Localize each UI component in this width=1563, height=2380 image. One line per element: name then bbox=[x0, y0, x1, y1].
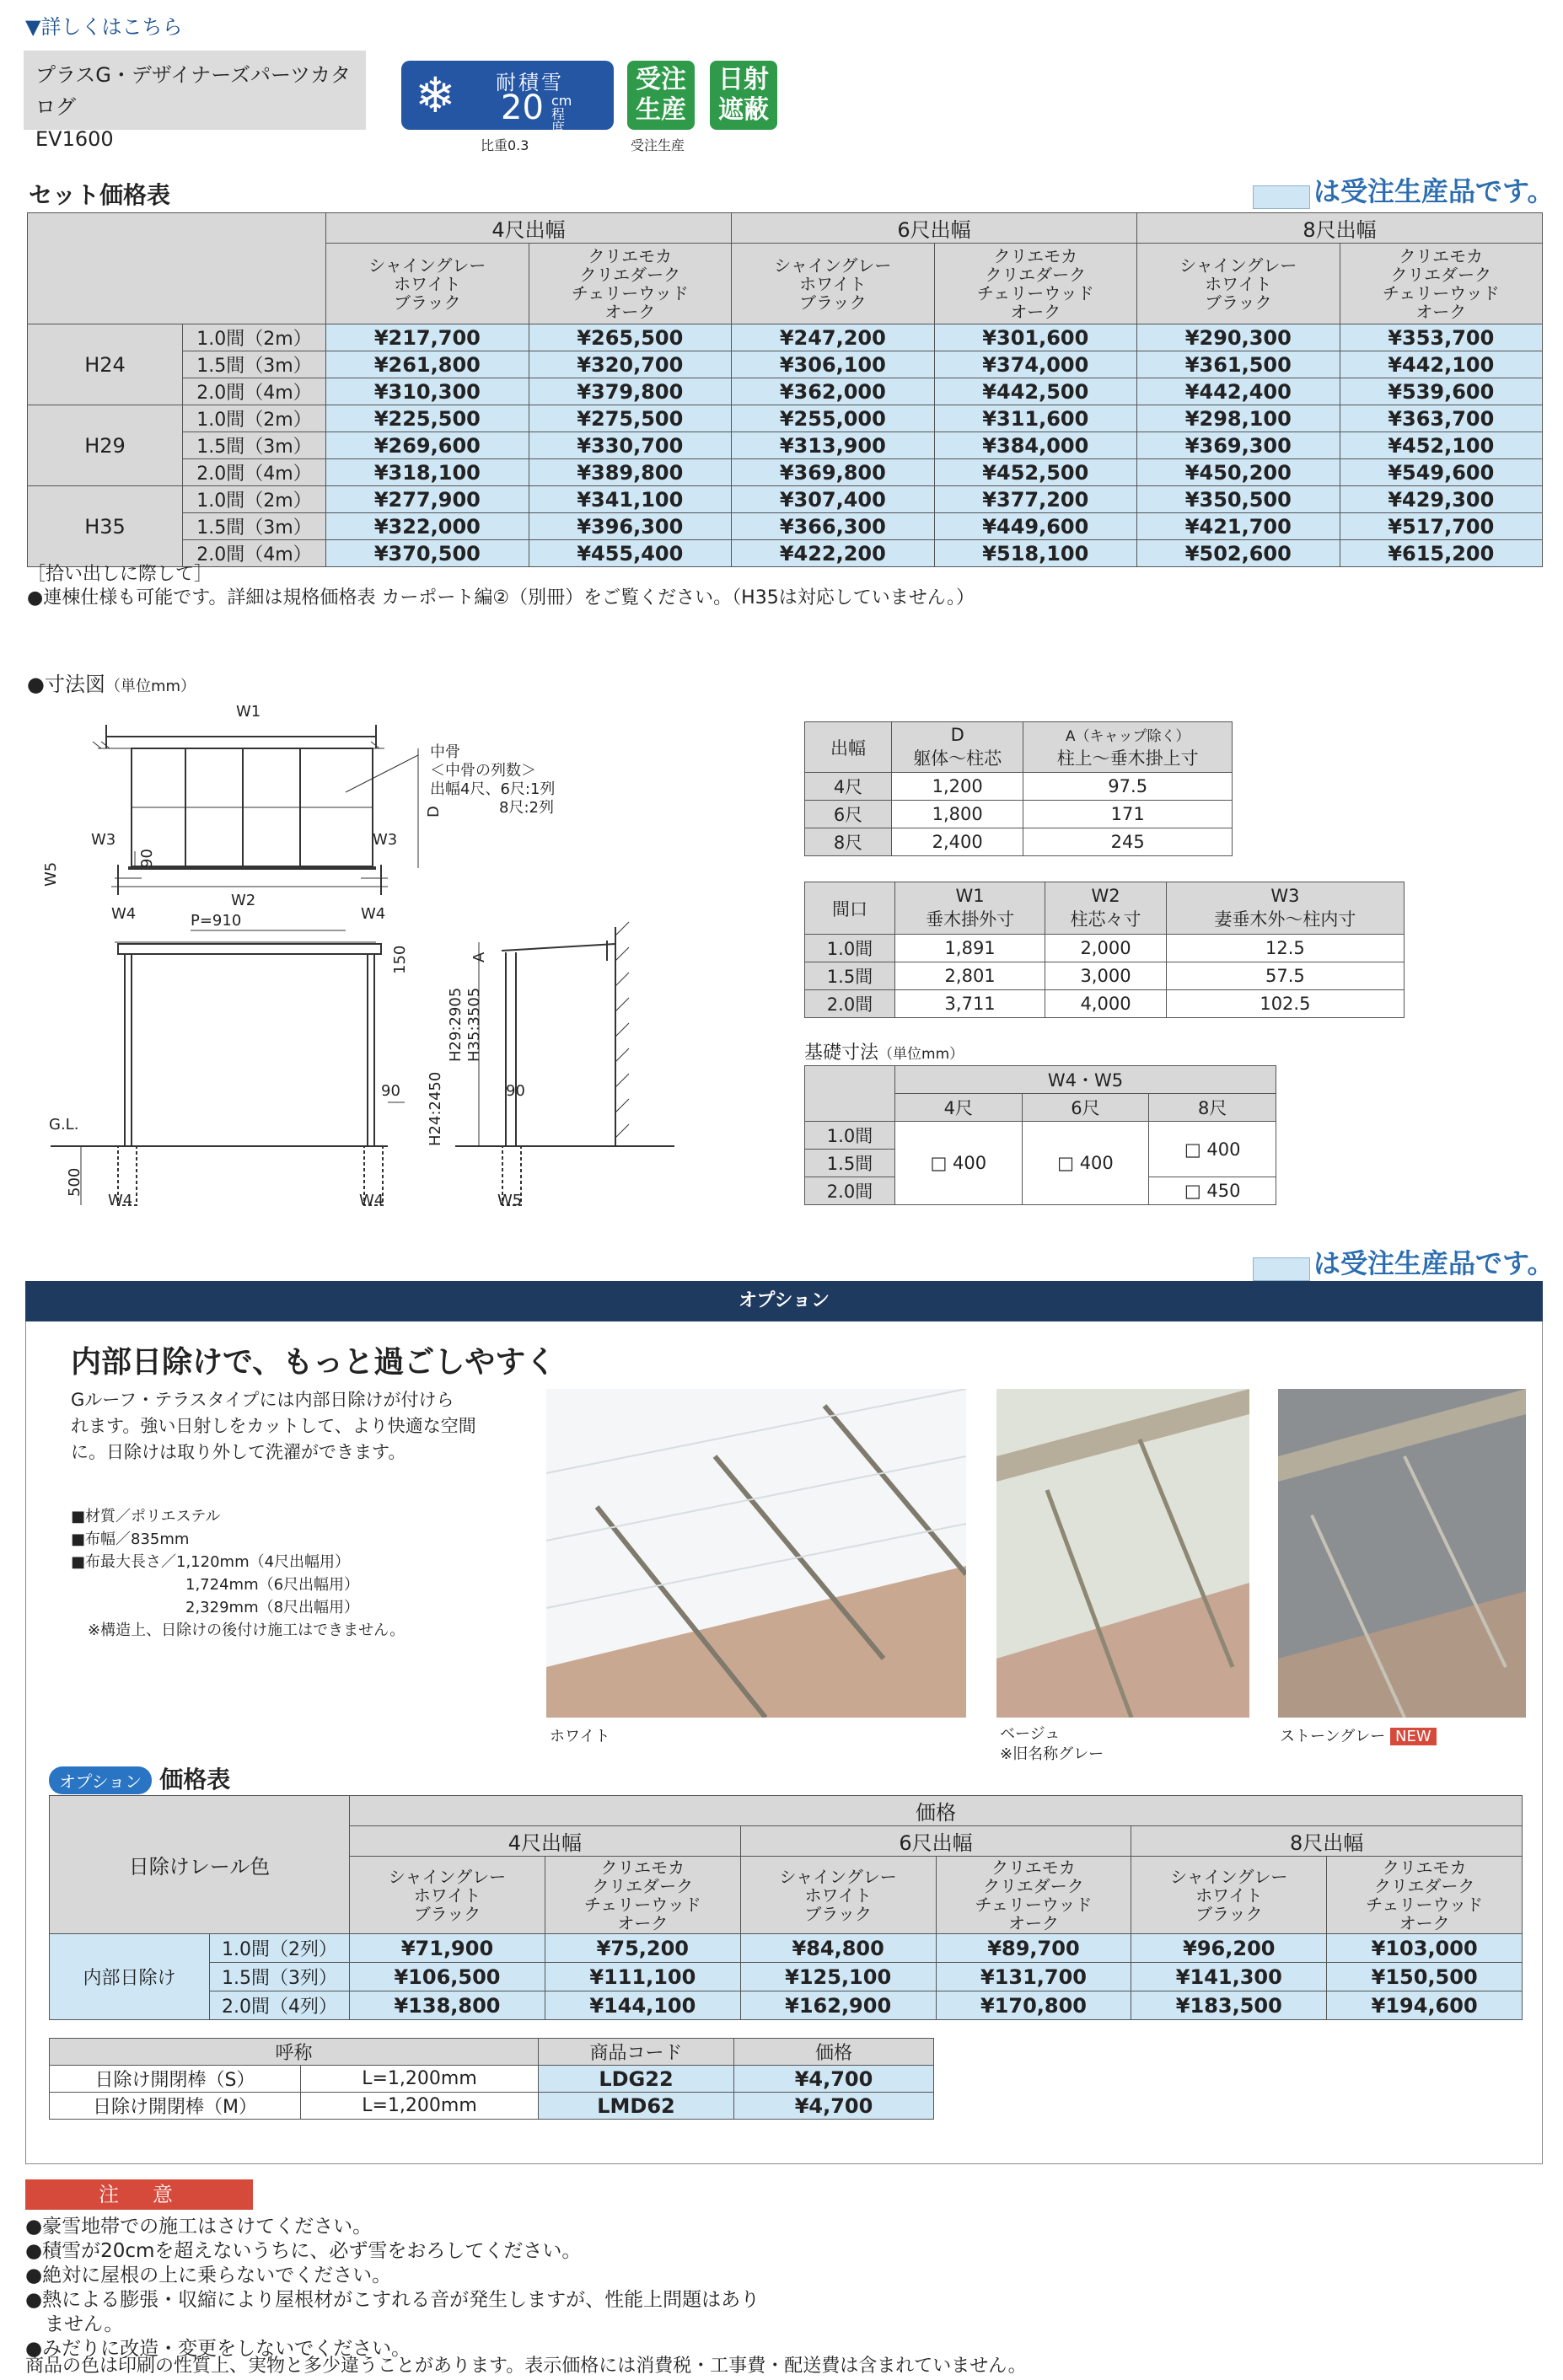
span-label: 2.0間（4m） bbox=[183, 459, 326, 486]
table-row bbox=[28, 405, 1543, 432]
price-cell: ¥141,300 bbox=[1131, 1963, 1327, 1991]
price-cell: ¥363,700 bbox=[1340, 405, 1542, 432]
price-head: 価格 bbox=[350, 1796, 1523, 1826]
wt-h4: W3 妻垂木外～柱内寸 bbox=[1166, 882, 1404, 935]
label-w1: W1 bbox=[236, 703, 261, 721]
dt-row-label: 8尺 bbox=[805, 828, 892, 856]
price-cell: ¥269,600 bbox=[326, 432, 529, 459]
option-price-table: 日除けレール色 価格 4尺出幅 6尺出幅 8尺出幅 シャイングレー ホワイト ブラック クリエモカ クリエダーク チェリーウッド オーク シャイングレー ホワイト ブラック クリエモカ クリエダーク チェリーウッド オーク シャイングレー ホワイト ブラック クリエモカ クリエダーク チェリーウッド オーク 内部日除け 1.0間（2列） ¥71,900 ¥75,200 ¥84,800 ¥89,700 ¥96,200 ¥103,000 1.5間（3列） ¥106,500 ¥111,100 ¥125,100 ¥131,700 ¥141,300 ¥150,500 2.0間（4列） ¥138,800 ¥144,100 ¥162,900 ¥170,800 ¥183,500 ¥194,600 bbox=[49, 1795, 1523, 2020]
table-row bbox=[28, 351, 1543, 378]
span-label: 1.5間（3m） bbox=[183, 513, 326, 540]
price-cell: ¥442,500 bbox=[934, 378, 1136, 405]
label-500: 500 bbox=[66, 1167, 83, 1197]
price-cell: ¥320,700 bbox=[529, 351, 731, 378]
new-badge: NEW bbox=[1390, 1728, 1437, 1745]
photo-caption-white: ホワイト bbox=[550, 1728, 610, 1745]
price-cell: ¥341,100 bbox=[529, 486, 731, 513]
photo-beige bbox=[996, 1389, 1249, 1718]
snow-unit: cm 程度 bbox=[551, 93, 572, 136]
price-cell: ¥111,100 bbox=[545, 1963, 741, 1991]
snow-load-badge bbox=[401, 61, 614, 136]
price-cell: ¥150,500 bbox=[1327, 1963, 1523, 1991]
color-header: クリエモカ クリエダーク チェリーウッド オーク bbox=[934, 244, 1136, 324]
price-cell: ¥615,200 bbox=[1340, 540, 1542, 567]
span-label: 2.0間（4列） bbox=[210, 1991, 350, 2020]
span-label: 1.0間（2m） bbox=[183, 486, 326, 513]
price-cell: ¥255,000 bbox=[731, 405, 934, 432]
price-cell: ¥194,600 bbox=[1327, 1991, 1523, 2020]
price-cell: ¥379,800 bbox=[529, 378, 731, 405]
caution-list: ●豪雪地帯での施工はさけてください。 ●積雪が20cmを超えないうちに、必ず雪をおろしてください。 ●絶対に屋根の上に乗らないでください。 ●熱による膨張・収縮により屋根材がこすれる音が発生しますが、性能上問題はあり ません。 ●みだりに改造・変更をしないでください。 bbox=[25, 2216, 760, 2360]
snow-label: 耐積雪 bbox=[496, 71, 564, 94]
width-8: 8尺出幅 bbox=[1136, 213, 1542, 244]
table-row bbox=[28, 513, 1543, 540]
price-cell: ¥396,300 bbox=[529, 513, 731, 540]
price-cell: ¥549,600 bbox=[1340, 459, 1542, 486]
price-cell: ¥89,700 bbox=[936, 1934, 1131, 1963]
color-header: クリエモカ クリエダーク チェリーウッド オーク bbox=[1327, 1857, 1523, 1934]
price-cell: ¥298,100 bbox=[1136, 405, 1340, 432]
option-bar: オプション bbox=[25, 1281, 1543, 1321]
snowflake-icon: ❄ bbox=[415, 67, 456, 124]
photo-caption-beige: ベージュ ※旧名称グレー bbox=[1000, 1725, 1104, 1763]
legend-swatch bbox=[1253, 1257, 1310, 1281]
price-cell: ¥313,900 bbox=[731, 432, 934, 459]
price-cell: ¥442,100 bbox=[1340, 351, 1542, 378]
label-gl: G.L. bbox=[49, 1116, 79, 1134]
label-mid1: 中骨 bbox=[430, 743, 460, 761]
option-specs: ■材質／ポリエステル ■布幅／835mm ■布最大長さ／1,120mm（4尺出幅用） 1,724mm（6尺出幅用） 2,329mm（8尺出幅用） ※構造上、日除けの後付け施工はできません。 bbox=[71, 1508, 406, 1639]
span-label: 1.0間（2m） bbox=[183, 405, 326, 432]
price-cell: ¥322,000 bbox=[326, 513, 529, 540]
color-header: シャイングレー ホワイト ブラック bbox=[1136, 244, 1340, 324]
label-d: D bbox=[425, 806, 443, 817]
option-tag: オプション bbox=[49, 1766, 152, 1794]
span-label: 1.5間（3m） bbox=[183, 432, 326, 459]
span-label: 1.0間（2m） bbox=[183, 324, 326, 351]
label-w4b: W4 bbox=[361, 905, 386, 923]
price-cell: ¥106,500 bbox=[350, 1963, 545, 1991]
dimension-title: ●寸法図（単位mm） bbox=[27, 673, 196, 696]
note-head: ［拾い出しに際して］ bbox=[27, 564, 213, 585]
wt-h1: 間口 bbox=[805, 882, 895, 935]
photo-white bbox=[546, 1389, 966, 1718]
price-cell: ¥518,100 bbox=[934, 540, 1136, 567]
label-w3a: W3 bbox=[91, 831, 116, 849]
price-cell: ¥449,600 bbox=[934, 513, 1136, 540]
label-90a: 90 bbox=[381, 1082, 400, 1100]
option-headline: 内部日除けで、もっと過ごしやすく bbox=[71, 1345, 556, 1380]
price-cell: ¥275,500 bbox=[529, 405, 731, 432]
price-cell: ¥442,400 bbox=[1136, 378, 1340, 405]
price-cell: ¥353,700 bbox=[1340, 324, 1542, 351]
table-row bbox=[28, 486, 1543, 513]
label-90b: 90 bbox=[506, 1082, 525, 1100]
label-w4c: W4 bbox=[108, 1192, 133, 1209]
price-cell: ¥301,600 bbox=[934, 324, 1136, 351]
price-cell: ¥125,100 bbox=[740, 1963, 936, 1991]
snow-note: 比重0.3 bbox=[481, 137, 529, 153]
label-h29: H29:2905 bbox=[447, 987, 465, 1062]
price-cell: ¥131,700 bbox=[936, 1963, 1131, 1991]
label-mid2: ＜中骨の列数＞ bbox=[430, 762, 536, 780]
height-label: H35 bbox=[28, 486, 183, 567]
price-cell: ¥377,200 bbox=[934, 486, 1136, 513]
table-row bbox=[50, 1991, 1523, 2020]
color-header: クリエモカ クリエダーク チェリーウッド オーク bbox=[545, 1857, 741, 1934]
photo-stonegray bbox=[1278, 1389, 1526, 1718]
color-header: クリエモカ クリエダーク チェリーウッド オーク bbox=[1340, 244, 1542, 324]
table-row: 日除け開閉棒（M） L=1,200mm LMD62 ¥4,700 bbox=[50, 2093, 934, 2120]
table-row bbox=[28, 540, 1543, 567]
price-cell: ¥247,200 bbox=[731, 324, 934, 351]
price-cell: ¥389,800 bbox=[529, 459, 731, 486]
color-header: シャイングレー ホワイト ブラック bbox=[740, 1857, 936, 1934]
label-w2: W2 bbox=[231, 892, 256, 909]
details-link[interactable]: ▼詳しくはこちら bbox=[25, 15, 183, 39]
photo-caption-stonegray: ストーングレー NEW bbox=[1280, 1724, 1437, 1746]
price-cell: ¥366,300 bbox=[731, 513, 934, 540]
catalog-name: プラスG・デザイナーズパーツカタログ bbox=[35, 63, 352, 119]
snow-value: 20 bbox=[501, 88, 544, 127]
footer-note: 商品の色は印刷の性質上、実物と多少違うことがあります。表示価格には消費税・工事費・配送費は含まれていません。 bbox=[25, 2356, 1027, 2377]
label-w5b: W5 bbox=[497, 1192, 523, 1209]
price-cell: ¥452,500 bbox=[934, 459, 1136, 486]
label-mid3: 出幅4尺、6尺:1列 bbox=[430, 780, 556, 798]
color-header: クリエモカ クリエダーク チェリーウッド オーク bbox=[529, 244, 731, 324]
span-label: 1.0間（2列） bbox=[210, 1934, 350, 1963]
table-row bbox=[28, 378, 1543, 405]
label-150: 150 bbox=[391, 945, 409, 974]
price-cell: ¥384,000 bbox=[934, 432, 1136, 459]
label-h24: H24:2450 bbox=[427, 1071, 444, 1146]
set-price-table bbox=[27, 212, 1543, 567]
price-cell: ¥306,100 bbox=[731, 351, 934, 378]
rail-label: 日除けレール色 bbox=[50, 1796, 350, 1934]
price-cell: ¥265,500 bbox=[529, 324, 731, 351]
color-header: クリエモカ クリエダーク チェリーウッド オーク bbox=[936, 1857, 1131, 1934]
price-cell: ¥217,700 bbox=[326, 324, 529, 351]
price-cell: ¥422,200 bbox=[731, 540, 934, 567]
width-4: 4尺出幅 bbox=[326, 213, 732, 244]
price-cell: ¥350,500 bbox=[1136, 486, 1340, 513]
price-cell: ¥330,700 bbox=[529, 432, 731, 459]
color-header: シャイングレー ホワイト ブラック bbox=[1131, 1857, 1327, 1934]
price-cell: ¥539,600 bbox=[1340, 378, 1542, 405]
table-row bbox=[50, 1934, 1523, 1963]
price-cell: ¥517,700 bbox=[1340, 513, 1542, 540]
price-cell: ¥311,600 bbox=[934, 405, 1136, 432]
label-a: A bbox=[470, 951, 488, 962]
price-cell: ¥138,800 bbox=[350, 1991, 545, 2020]
label-w5a: W5 bbox=[42, 861, 60, 887]
price-cell: ¥71,900 bbox=[350, 1934, 545, 1963]
label-h35: H35:3505 bbox=[465, 987, 483, 1062]
price-cell: ¥374,000 bbox=[934, 351, 1136, 378]
price-cell: ¥96,200 bbox=[1131, 1934, 1327, 1963]
price-cell: ¥450,200 bbox=[1136, 459, 1340, 486]
option-made-to-order-notice: は受注生産品です。 bbox=[1253, 1242, 1554, 1281]
dimension-drawing bbox=[34, 691, 691, 1214]
table-row bbox=[28, 459, 1543, 486]
set-price-title: セット価格表 bbox=[29, 181, 171, 209]
price-cell: ¥369,300 bbox=[1136, 432, 1340, 459]
foundation-title: 基礎寸法（単位mm） bbox=[804, 1043, 964, 1064]
price-cell: ¥502,600 bbox=[1136, 540, 1340, 567]
label-w3b: W3 bbox=[373, 831, 398, 849]
legend-swatch bbox=[1253, 185, 1310, 209]
foundation-table: W4・W5 4尺 6尺 8尺 1.0間 □ 400 □ 400 □ 400 1.5間 2.0間 □ 450 bbox=[804, 1065, 1276, 1205]
span-label: 1.5間（3列） bbox=[210, 1963, 350, 1991]
dt-row-label: 6尺 bbox=[805, 801, 892, 828]
order-badge: 受注 生産 bbox=[627, 61, 695, 130]
table-row bbox=[28, 324, 1543, 351]
price-cell: ¥421,700 bbox=[1136, 513, 1340, 540]
depth-table: 出幅 D 躯体～柱芯 A（キャップ除く） 柱上～垂木掛上寸 4尺 1,200 97.5 6尺 1,800 171 8尺 2,400 245 bbox=[804, 721, 1233, 856]
height-label: H29 bbox=[28, 405, 183, 486]
dt-h2: D 躯体～柱芯 bbox=[892, 722, 1023, 773]
wt-h3: W2 柱芯々寸 bbox=[1045, 882, 1167, 935]
item-label: 内部日除け bbox=[50, 1934, 210, 2020]
label-p: P=910 bbox=[191, 912, 242, 930]
dt-row-label: 4尺 bbox=[805, 773, 892, 801]
price-cell: ¥362,000 bbox=[731, 378, 934, 405]
price-cell: ¥290,300 bbox=[1136, 324, 1340, 351]
label-mid4: 8尺:2列 bbox=[499, 799, 554, 817]
price-cell: ¥361,500 bbox=[1136, 351, 1340, 378]
price-cell: ¥369,800 bbox=[731, 459, 934, 486]
wt-h2: W1 垂木掛外寸 bbox=[895, 882, 1045, 935]
order-note: 受注生産 bbox=[631, 137, 685, 153]
dt-h1: 出幅 bbox=[805, 722, 892, 773]
price-cell: ¥307,400 bbox=[731, 486, 934, 513]
price-cell: ¥452,100 bbox=[1340, 432, 1542, 459]
table-row: 日除け開閉棒（S） L=1,200mm LDG22 ¥4,700 bbox=[50, 2066, 934, 2093]
dt-h3: A（キャップ除く） 柱上～垂木掛上寸 bbox=[1023, 722, 1233, 773]
table-corner bbox=[28, 213, 326, 324]
price-cell: ¥370,500 bbox=[326, 540, 529, 567]
option-desc: Gルーフ・テラスタイプには内部日除けが付けら れます。強い日射しをカットして、より快適な空間 に。日除けは取り外して洗濯ができます。 bbox=[71, 1390, 476, 1462]
option-price-heading: オプション 価格表 bbox=[49, 1761, 230, 1795]
price-cell: ¥277,900 bbox=[326, 486, 529, 513]
height-label: H24 bbox=[28, 324, 183, 405]
label-90c: 90 bbox=[138, 849, 156, 868]
label-w4a: W4 bbox=[111, 905, 137, 923]
shade-badge: 日射 遮蔽 bbox=[710, 61, 777, 130]
width-6: 6尺出幅 bbox=[731, 213, 1136, 244]
color-header: シャイングレー ホワイト ブラック bbox=[731, 244, 934, 324]
width-table: 間口 W1 垂木掛外寸 W2 柱芯々寸 W3 妻垂木外～柱内寸 1.0間 1,891 2,000 12.5 1.5間 2,801 3,000 57.5 2.0間 3,711 4,000 102.5 bbox=[804, 882, 1405, 1018]
price-cell: ¥144,100 bbox=[545, 1991, 741, 2020]
price-cell: ¥103,000 bbox=[1327, 1934, 1523, 1963]
price-cell: ¥455,400 bbox=[529, 540, 731, 567]
price-cell: ¥310,300 bbox=[326, 378, 529, 405]
span-label: 1.5間（3m） bbox=[183, 351, 326, 378]
color-header: シャイングレー ホワイト ブラック bbox=[326, 244, 529, 324]
price-cell: ¥183,500 bbox=[1131, 1991, 1327, 2020]
price-cell: ¥261,800 bbox=[326, 351, 529, 378]
label-w4d: W4 bbox=[359, 1192, 384, 1209]
note-body: ●連棟仕様も可能です。詳細は規格価格表 カーポート編②（別冊）をご覧ください。（H35は対応していません。） bbox=[27, 587, 975, 608]
price-cell: ¥225,500 bbox=[326, 405, 529, 432]
span-label: 2.0間（4m） bbox=[183, 378, 326, 405]
rod-table: 呼称 商品コード 価格 日除け開閉棒（S） L=1,200mm LDG22 ¥4,700 日除け開閉棒（M） L=1,200mm LMD62 ¥4,700 bbox=[49, 2038, 934, 2120]
price-cell: ¥84,800 bbox=[740, 1934, 936, 1963]
made-to-order-notice: は受注生産品です。 bbox=[1253, 170, 1554, 209]
price-cell: ¥162,900 bbox=[740, 1991, 936, 2020]
price-cell: ¥318,100 bbox=[326, 459, 529, 486]
color-header: シャイングレー ホワイト ブラック bbox=[350, 1857, 545, 1934]
table-row bbox=[28, 432, 1543, 459]
caution-title: 注 意 bbox=[25, 2179, 253, 2210]
price-cell: ¥429,300 bbox=[1340, 486, 1542, 513]
catalog-label bbox=[24, 51, 366, 151]
table-row bbox=[50, 1963, 1523, 1991]
catalog-code: EV1600 bbox=[35, 127, 114, 151]
price-cell: ¥170,800 bbox=[936, 1991, 1131, 2020]
price-cell: ¥75,200 bbox=[545, 1934, 741, 1963]
span-label: 2.0間（4m） bbox=[183, 540, 326, 567]
